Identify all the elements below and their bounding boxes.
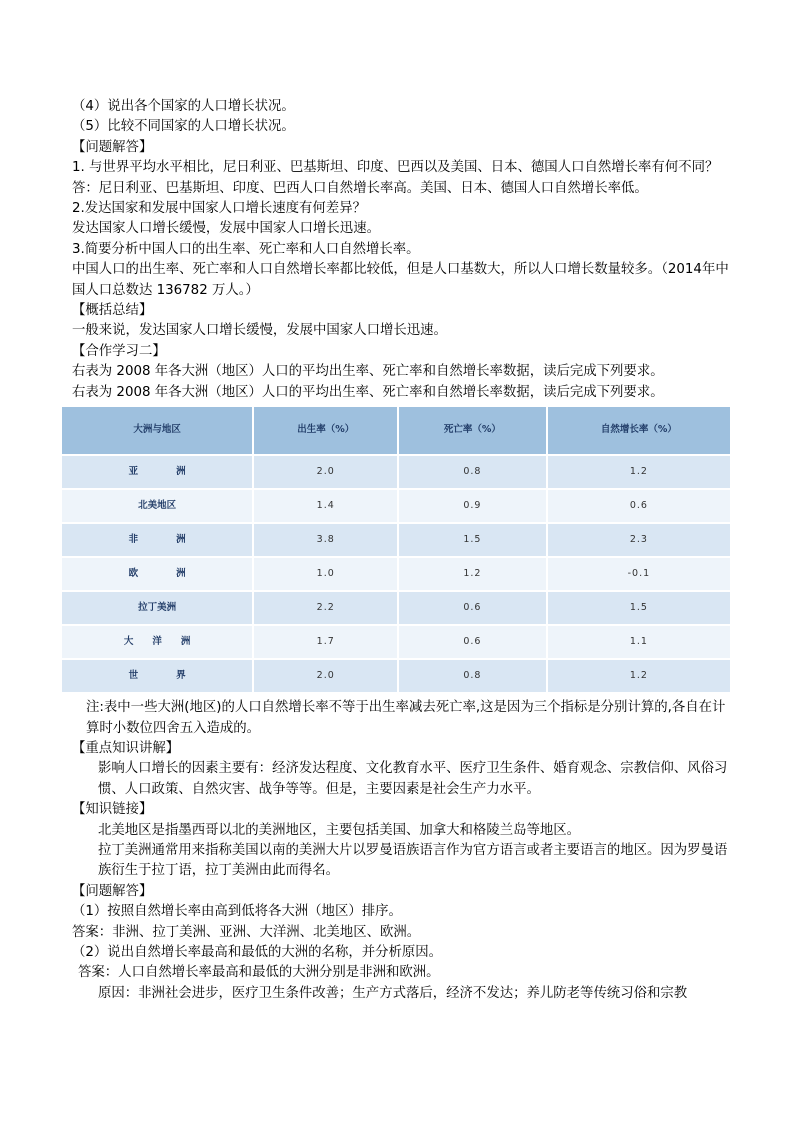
document-page bbox=[72, 97, 732, 1004]
table-note: 注:表中一些大洲(地区)的人口自然增长率不等于出生率减去死亡率,这是因为三个指标是分别计算的,各自在计算时小数位四舍五入造成的。 bbox=[86, 700, 726, 736]
birth-rate-cell: 3.8 bbox=[254, 524, 397, 556]
link-paragraph-north-america: 北美地区是指墨西哥以北的美洲地区，主要包括美国、加拿大和格陵兰岛等地区。 bbox=[98, 822, 581, 838]
death-rate-cell: 0.9 bbox=[399, 490, 546, 522]
section-heading-qa-2: 【问题解答】 bbox=[72, 883, 153, 899]
section-heading-link: 【知识链接】 bbox=[72, 802, 153, 818]
death-rate-cell: 1.2 bbox=[399, 558, 546, 590]
question-highest-lowest: （2）说出自然增长率最高和最低的大洲的名称，并分析原因。 bbox=[72, 944, 443, 960]
answer-2-text: 发达国家人口增长缓慢，发展中国家人口增长迅速。 bbox=[72, 221, 380, 237]
question-3-text: 3.简要分析中国人口的出生率、死亡率和人口自然增长率。 bbox=[72, 241, 420, 257]
birth-rate-cell: 2.0 bbox=[254, 660, 397, 692]
table-row bbox=[62, 626, 730, 658]
birth-rate-cell: 2.2 bbox=[254, 592, 397, 624]
death-rate-cell: 0.8 bbox=[399, 660, 546, 692]
section-heading-cooperative: 【合作学习二】 bbox=[72, 343, 166, 359]
growth-rate-cell: 0.6 bbox=[548, 490, 730, 522]
reason-text: 原因：非洲社会进步，医疗卫生条件改善；生产方式落后，经济不发达；养儿防老等传统习俗和宗教 bbox=[98, 985, 688, 1001]
table-intro-text-repeat: 右表为 2008 年各大洲（地区）人口的平均出生率、死亡率和自然增长率数据，读后完成下列要求。 bbox=[72, 384, 664, 400]
header-death-rate: 死亡率（%） bbox=[399, 407, 546, 454]
section-heading-qa: 【问题解答】 bbox=[72, 139, 153, 155]
death-rate-cell: 0.8 bbox=[399, 456, 546, 488]
birth-rate-cell: 1.7 bbox=[254, 626, 397, 658]
section-heading-knowledge: 【重点知识讲解】 bbox=[72, 740, 180, 756]
region-cell: 亚 洲 bbox=[62, 456, 252, 488]
death-rate-cell: 1.5 bbox=[399, 524, 546, 556]
question-5: （5）比较不同国家的人口增长状况。 bbox=[72, 119, 295, 135]
answer-rank: 答案：非洲、拉丁美洲、亚洲、大洋洲、北美地区、欧洲。 bbox=[72, 924, 421, 940]
region-cell: 北美地区 bbox=[62, 490, 252, 522]
growth-rate-cell: 1.1 bbox=[548, 626, 730, 658]
region-cell: 拉丁美洲 bbox=[62, 592, 252, 624]
header-region: 大洲与地区 bbox=[62, 407, 252, 454]
question-1-text: 1. 与世界平均水平相比，尼日利亚、巴基斯坦、印度、巴西以及美国、日本、德国人口自然增长率有何不同？ bbox=[72, 160, 719, 176]
table-row bbox=[62, 456, 730, 488]
table-row bbox=[62, 660, 730, 692]
table-row bbox=[62, 558, 730, 590]
region-cell: 大 洋 洲 bbox=[62, 626, 252, 658]
section-heading-summary: 【概括总结】 bbox=[72, 303, 153, 319]
table-row bbox=[62, 592, 730, 624]
region-cell: 非 洲 bbox=[62, 524, 252, 556]
answer-3-text: 中国人口的出生率、死亡率和人口自然增长率都比较低，但是人口基数大，所以人口增长数量较多。（2014年中国人口总数达 136782 万人。） bbox=[72, 262, 729, 298]
table-intro-text: 右表为 2008 年各大洲（地区）人口的平均出生率、死亡率和自然增长率数据，读后完成下列要求。 bbox=[72, 364, 664, 380]
answer-1-text: 答：尼日利亚、巴基斯坦、印度、巴西人口自然增长率高。美国、日本、德国人口自然增长率低。 bbox=[72, 180, 648, 196]
region-cell: 欧 洲 bbox=[62, 558, 252, 590]
header-growth-rate: 自然增长率（%） bbox=[548, 407, 730, 454]
header-birth-rate: 出生率（%） bbox=[254, 407, 397, 454]
question-2-text: 2.发达国家和发展中国家人口增长速度有何差异？ bbox=[72, 201, 366, 217]
knowledge-paragraph: 影响人口增长的因素主要有：经济发达程度、文化教育水平、医疗卫生条件、婚育观念、宗教信仰、风俗习惯、人口政策、自然灾害、战争等等。但是，主要因素是社会生产力水平。 bbox=[98, 761, 728, 797]
table-header-row bbox=[62, 407, 730, 454]
birth-rate-cell: 2.0 bbox=[254, 456, 397, 488]
population-rate-table bbox=[60, 405, 732, 694]
answer-highest-lowest: 答案：人口自然增长率最高和最低的大洲分别是非洲和欧洲。 bbox=[78, 965, 440, 981]
growth-rate-cell: 1.5 bbox=[548, 592, 730, 624]
growth-rate-cell: 1.2 bbox=[548, 456, 730, 488]
table-row bbox=[62, 524, 730, 556]
region-cell: 世 界 bbox=[62, 660, 252, 692]
growth-rate-cell: 2.3 bbox=[548, 524, 730, 556]
link-paragraph-latin-america: 拉丁美洲通常用来指称美国以南的美洲大片以罗曼语族语言作为官方语言或者主要语言的地区。因为罗曼语族衍生于拉丁语，拉丁美洲由此而得名。 bbox=[98, 842, 728, 879]
death-rate-cell: 0.6 bbox=[399, 592, 546, 624]
birth-rate-cell: 1.4 bbox=[254, 490, 397, 522]
question-4: （4）说出各个国家的人口增长状况。 bbox=[72, 99, 295, 114]
table-row bbox=[62, 490, 730, 522]
summary-text: 一般来说，发达国家人口增长缓慢，发展中国家人口增长迅速。 bbox=[72, 323, 447, 339]
growth-rate-cell: -0.1 bbox=[548, 558, 730, 590]
birth-rate-cell: 1.0 bbox=[254, 558, 397, 590]
question-rank: （1）按照自然增长率由高到低将各大洲（地区）排序。 bbox=[72, 904, 402, 920]
death-rate-cell: 0.6 bbox=[399, 626, 546, 658]
growth-rate-cell: 1.2 bbox=[548, 660, 730, 692]
